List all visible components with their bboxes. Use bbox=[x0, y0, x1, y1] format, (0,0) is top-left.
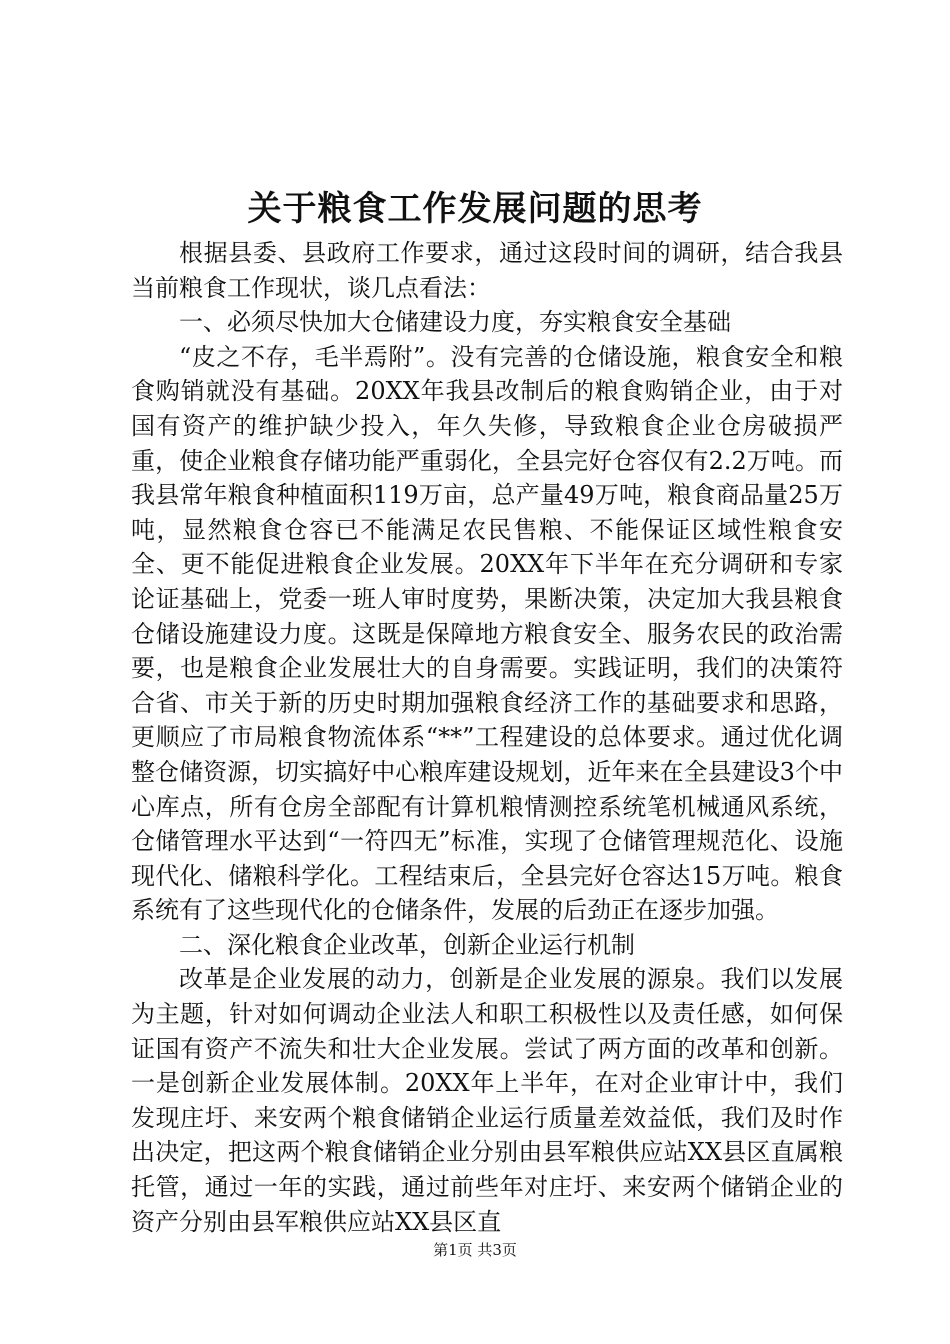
page-number-footer: 第1页 共3页 bbox=[433, 1241, 517, 1259]
section-2-paragraph: 改革是企业发展的动力，创新是企业发展的源泉。我们以发展为主题，针对如何调动企业法人和职工积极性以及责任感，如何保证国有资产不流失和壮大企业发展。尝试了两方面的改革和创新。一是创新企业发展体制。20XX年上半年，在对企业审计中，我们发现庄圩、来安两个粮食储销企业运行质量差效益低，我们及时作出决定，把这两个粮食储销企业分别由县军粮供应站XX县区直属粮托管，通过一年的实践，通过前些年对庄圩、来安两个储销企业的资产分别由县军粮供应站XX县区直 bbox=[131, 965, 843, 1236]
section-heading-2: 二、深化粮食企业改革，创新企业运行机制 bbox=[179, 930, 635, 959]
section-heading-1: 一、必须尽快加大仓储建设力度，夯实粮食安全基础 bbox=[179, 308, 731, 337]
section-1-paragraph: “皮之不存，毛半焉附”。没有完善的仓储设施，粮食安全和粮食购销就没有基础。20XX年我县改制后的粮食购销企业，由于对国有资产的维护缺少投入，年久失修，导致粮食企业仓房破损严重，使企业粮食存储功能严重弱化，全县完好仓容仅有2.2万吨。而我县常年粮食种植面积119万亩，总产量49万吨，粮食商品量25万吨，显然粮食仓容已不能满足农民售粮、不能保证区域性粮食安全、更不能促进粮食企业发展。20XX年下半年在充分调研和专家论证基础上，党委一班人审时度势，果断决策，决定加大我县粮食仓储设施建设力度。这既是保障地方粮食安全、服务农民的政治需要，也是粮食企业发展壮大的自身需要。实践证明，我们的决策符合省、市关于新的历史时期加强粮食经济工作的基础要求和思路，更顺应了市局粮食物流体系“**”工程建设的总体要求。通过优化调整仓储资源，切实搞好中心粮库建设规划，近年来在全县建设3个中心库点，所有仓房全部配有计算机粮情测控系统笔机械通风系统，仓储管理水平达到“一符四无”标准，实现了仓储管理规范化、设施现代化、储粮科学化。工程结束后，全县完好仓容达15万吨。粮食系统有了这些现代化的仓储条件，发展的后劲正在逐步加强。 bbox=[131, 342, 843, 925]
intro-paragraph: 根据县委、县政府工作要求，通过这段时间的调研，结合我县当前粮食工作现状，谈几点看法： bbox=[131, 239, 843, 302]
document-title: 关于粮食工作发展问题的思考 bbox=[247, 189, 703, 229]
document-body bbox=[131, 236, 843, 1239]
